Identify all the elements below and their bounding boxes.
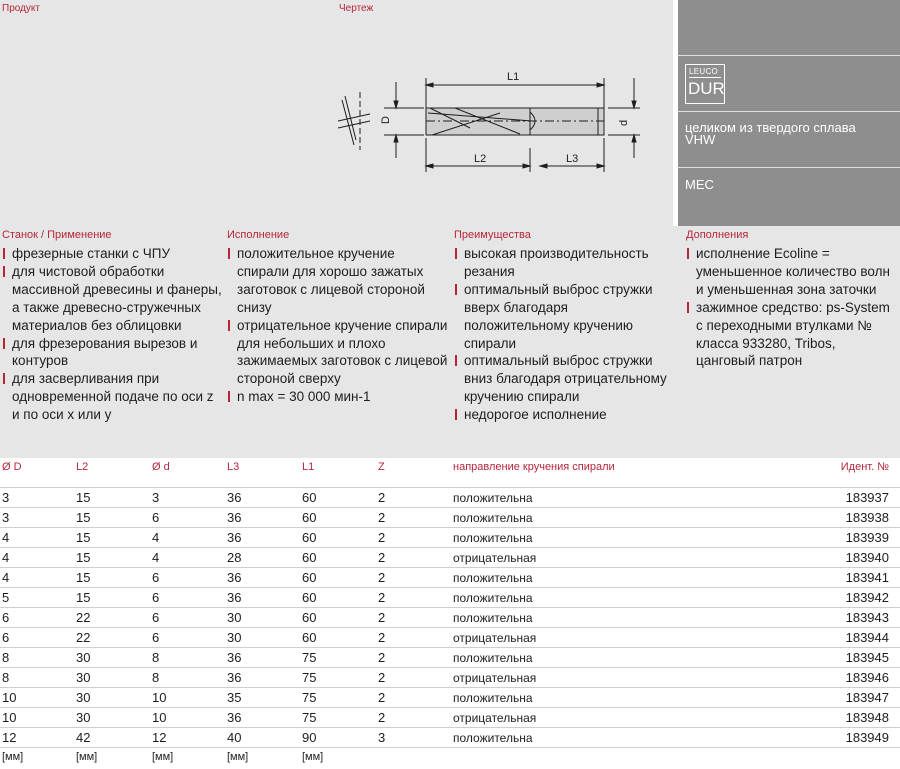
cell-L2: 15 bbox=[76, 550, 91, 565]
cell-L3: 30 bbox=[227, 630, 242, 645]
cell-Z: 2 bbox=[378, 530, 386, 545]
table-row bbox=[0, 707, 900, 728]
cell-diameter-D: 4 bbox=[2, 530, 10, 545]
cell-spiral-direction: отрицательная bbox=[453, 671, 537, 685]
cell-L1: 75 bbox=[302, 650, 317, 665]
header-L2: L2 bbox=[76, 461, 89, 473]
label-L2: L2 bbox=[474, 153, 487, 165]
column-heading: Станок / Применение bbox=[2, 229, 112, 241]
label-L1: L1 bbox=[507, 71, 520, 83]
cell-ident-number: 183938 bbox=[845, 510, 889, 525]
cell-spiral-direction: положительна bbox=[453, 491, 533, 505]
label-d: d bbox=[618, 119, 630, 126]
cell-L1: 60 bbox=[302, 550, 317, 565]
cell-diameter-D: 10 bbox=[2, 710, 17, 725]
cell-L1: 90 bbox=[302, 730, 317, 745]
column-heading: Дополнения bbox=[686, 229, 749, 241]
units-row bbox=[0, 747, 900, 769]
table-header bbox=[0, 458, 900, 487]
cell-L1: 60 bbox=[302, 570, 317, 585]
list-item: для фрезерования вырезов и контуров bbox=[2, 335, 224, 371]
table-row bbox=[0, 687, 900, 708]
list-item: зажимное средство: ps-System с переходными втулками № класса 933280, Tribos, цанговый патрон bbox=[686, 299, 896, 371]
cell-L2: 15 bbox=[76, 570, 91, 585]
cell-ident-number: 183949 bbox=[845, 730, 889, 745]
cell-diameter-d: 6 bbox=[152, 630, 160, 645]
cell-diameter-D: 12 bbox=[2, 730, 17, 745]
cell-L3: 36 bbox=[227, 590, 242, 605]
unit-label: [мм] bbox=[152, 751, 174, 763]
cell-ident-number: 183942 bbox=[845, 590, 889, 605]
cell-diameter-d: 3 bbox=[152, 490, 160, 505]
cell-L3: 36 bbox=[227, 530, 242, 545]
cell-L3: 36 bbox=[227, 570, 242, 585]
cell-L1: 60 bbox=[302, 630, 317, 645]
list-item: оптимальный выброс стружки вниз благодаря отрицательному кручению спирали bbox=[454, 352, 676, 406]
header-diameter-d: Ø d bbox=[152, 461, 170, 473]
header-L3: L3 bbox=[227, 461, 240, 473]
cell-diameter-D: 8 bbox=[2, 650, 10, 665]
label-D: D bbox=[380, 116, 392, 124]
cell-diameter-D: 3 bbox=[2, 510, 10, 525]
table-row bbox=[0, 587, 900, 608]
material-line1: целиком из твердого сплава bbox=[685, 120, 856, 135]
cell-L2: 15 bbox=[76, 590, 91, 605]
cell-diameter-d: 8 bbox=[152, 650, 160, 665]
header-L1: L1 bbox=[302, 461, 315, 473]
cell-L3: 35 bbox=[227, 690, 242, 705]
cell-Z: 2 bbox=[378, 590, 386, 605]
cell-Z: 2 bbox=[378, 550, 386, 565]
cell-L3: 36 bbox=[227, 490, 242, 505]
list-item: положительное кручение спирали для хорошо зажатых заготовок с лицевой стороной снизу bbox=[227, 245, 449, 317]
cell-L2: 22 bbox=[76, 610, 91, 625]
unit-label: [мм] bbox=[227, 751, 249, 763]
cell-L2: 30 bbox=[76, 710, 91, 725]
cell-Z: 2 bbox=[378, 510, 386, 525]
cell-ident-number: 183946 bbox=[845, 670, 889, 685]
cell-L1: 60 bbox=[302, 490, 317, 505]
cell-diameter-D: 6 bbox=[2, 610, 10, 625]
table-row bbox=[0, 547, 900, 568]
cell-diameter-d: 6 bbox=[152, 590, 160, 605]
cell-diameter-d: 4 bbox=[152, 530, 160, 545]
list-item: фрезерные станки с ЧПУ bbox=[2, 245, 224, 263]
column-application bbox=[2, 229, 224, 424]
cell-L2: 30 bbox=[76, 670, 91, 685]
cell-L1: 60 bbox=[302, 530, 317, 545]
cell-diameter-d: 6 bbox=[152, 570, 160, 585]
cell-ident-number: 183937 bbox=[845, 490, 889, 505]
list-item: оптимальный выброс стружки вверх благодаря положительному кручению спирали bbox=[454, 281, 676, 353]
list-item: исполнение Ecoline = уменьшенное количество волн и уменьшенная зона заточки bbox=[686, 245, 896, 299]
cell-spiral-direction: положительна bbox=[453, 511, 533, 525]
cell-ident-number: 183948 bbox=[845, 710, 889, 725]
cell-diameter-d: 12 bbox=[152, 730, 167, 745]
column-heading: Исполнение bbox=[227, 229, 290, 241]
table-row bbox=[0, 667, 900, 688]
material-line2: VHW bbox=[685, 132, 716, 147]
list-item: отрицательное кручение спирали для небольших и плохо зажимаемых заготовок с лицевой стороной сверху bbox=[227, 317, 449, 389]
table-row bbox=[0, 527, 900, 548]
table-row bbox=[0, 607, 900, 628]
column-advantages bbox=[454, 229, 676, 424]
cell-L2: 22 bbox=[76, 630, 91, 645]
header-spiral-direction: направление кручения спирали bbox=[453, 461, 615, 473]
list-item: n max = 30 000 мин-1 bbox=[227, 388, 449, 406]
cell-L1: 60 bbox=[302, 510, 317, 525]
cell-L1: 60 bbox=[302, 610, 317, 625]
cell-ident-number: 183939 bbox=[845, 530, 889, 545]
cell-L2: 30 bbox=[76, 690, 91, 705]
cell-L1: 75 bbox=[302, 690, 317, 705]
cell-L1: 60 bbox=[302, 590, 317, 605]
list-item: для чистовой обработки массивной древесины и фанеры, а также древесно-стружечных материалов без облицовки bbox=[2, 263, 224, 335]
cell-L3: 36 bbox=[227, 670, 242, 685]
cell-Z: 2 bbox=[378, 490, 386, 505]
cell-spiral-direction: положительна bbox=[453, 591, 533, 605]
cell-diameter-D: 6 bbox=[2, 630, 10, 645]
cell-Z: 3 bbox=[378, 730, 386, 745]
product-label: Продукт bbox=[2, 3, 40, 14]
cell-diameter-D: 5 bbox=[2, 590, 10, 605]
cell-Z: 2 bbox=[378, 670, 386, 685]
cell-Z: 2 bbox=[378, 630, 386, 645]
cell-spiral-direction: отрицательная bbox=[453, 551, 537, 565]
list-item: для засверливания при одновременной подаче по оси z и по оси x или y bbox=[2, 370, 224, 424]
cell-L3: 40 bbox=[227, 730, 242, 745]
cell-diameter-d: 6 bbox=[152, 510, 160, 525]
cell-diameter-D: 4 bbox=[2, 570, 10, 585]
unit-label: [мм] bbox=[76, 751, 98, 763]
cell-spiral-direction: положительна bbox=[453, 691, 533, 705]
table-row bbox=[0, 727, 900, 748]
cell-L1: 75 bbox=[302, 710, 317, 725]
cell-ident-number: 183944 bbox=[845, 630, 889, 645]
header-ident-number: Идент. № bbox=[840, 461, 889, 473]
cell-L3: 28 bbox=[227, 550, 242, 565]
cell-diameter-D: 8 bbox=[2, 670, 10, 685]
cell-spiral-direction: отрицательная bbox=[453, 631, 537, 645]
cell-diameter-d: 8 bbox=[152, 670, 160, 685]
cell-spiral-direction: положительна bbox=[453, 571, 533, 585]
leucodur-logo: LEUCO DUR bbox=[685, 64, 725, 104]
cell-spiral-direction: положительна bbox=[453, 531, 533, 545]
header-diameter-D: Ø D bbox=[2, 461, 22, 473]
cell-ident-number: 183947 bbox=[845, 690, 889, 705]
cell-diameter-d: 10 bbox=[152, 710, 167, 725]
product-panel bbox=[678, 0, 900, 226]
cell-ident-number: 183941 bbox=[845, 570, 889, 585]
column-execution bbox=[227, 229, 449, 406]
cell-diameter-d: 4 bbox=[152, 550, 160, 565]
cell-diameter-D: 4 bbox=[2, 550, 10, 565]
cell-diameter-D: 3 bbox=[2, 490, 10, 505]
cell-spiral-direction: положительна bbox=[453, 731, 533, 745]
cell-Z: 2 bbox=[378, 650, 386, 665]
cell-ident-number: 183945 bbox=[845, 650, 889, 665]
cell-ident-number: 183940 bbox=[845, 550, 889, 565]
cell-L3: 36 bbox=[227, 710, 242, 725]
cell-ident-number: 183943 bbox=[845, 610, 889, 625]
cell-Z: 2 bbox=[378, 610, 386, 625]
table-row bbox=[0, 567, 900, 588]
unit-label: [мм] bbox=[2, 751, 24, 763]
column-additions bbox=[686, 229, 896, 370]
header-Z: Z bbox=[378, 461, 385, 473]
cell-Z: 2 bbox=[378, 690, 386, 705]
cell-L2: 15 bbox=[76, 530, 91, 545]
label-L3: L3 bbox=[566, 153, 579, 165]
cell-L3: 30 bbox=[227, 610, 242, 625]
cell-Z: 2 bbox=[378, 570, 386, 585]
cell-diameter-D: 10 bbox=[2, 690, 17, 705]
list-item: недорогое исполнение bbox=[454, 406, 676, 424]
unit-label: [мм] bbox=[302, 751, 324, 763]
list-item: высокая производительность резания bbox=[454, 245, 676, 281]
drawing-label: Чертеж bbox=[339, 3, 374, 14]
table-row bbox=[0, 507, 900, 528]
column-heading: Преимущества bbox=[454, 229, 531, 241]
cell-spiral-direction: отрицательная bbox=[453, 711, 537, 725]
cell-spiral-direction: положительна bbox=[453, 611, 533, 625]
cell-diameter-d: 10 bbox=[152, 690, 167, 705]
category-label: MEC bbox=[685, 177, 714, 192]
tool-drawing bbox=[320, 60, 650, 180]
cell-spiral-direction: положительна bbox=[453, 651, 533, 665]
cell-L2: 15 bbox=[76, 510, 91, 525]
cell-L2: 30 bbox=[76, 650, 91, 665]
cell-Z: 2 bbox=[378, 710, 386, 725]
cell-diameter-d: 6 bbox=[152, 610, 160, 625]
cell-L2: 42 bbox=[76, 730, 91, 745]
cell-L2: 15 bbox=[76, 490, 91, 505]
table-row bbox=[0, 647, 900, 668]
cell-L3: 36 bbox=[227, 650, 242, 665]
cell-L3: 36 bbox=[227, 510, 242, 525]
table-row bbox=[0, 627, 900, 648]
table-row bbox=[0, 487, 900, 508]
cell-L1: 75 bbox=[302, 670, 317, 685]
